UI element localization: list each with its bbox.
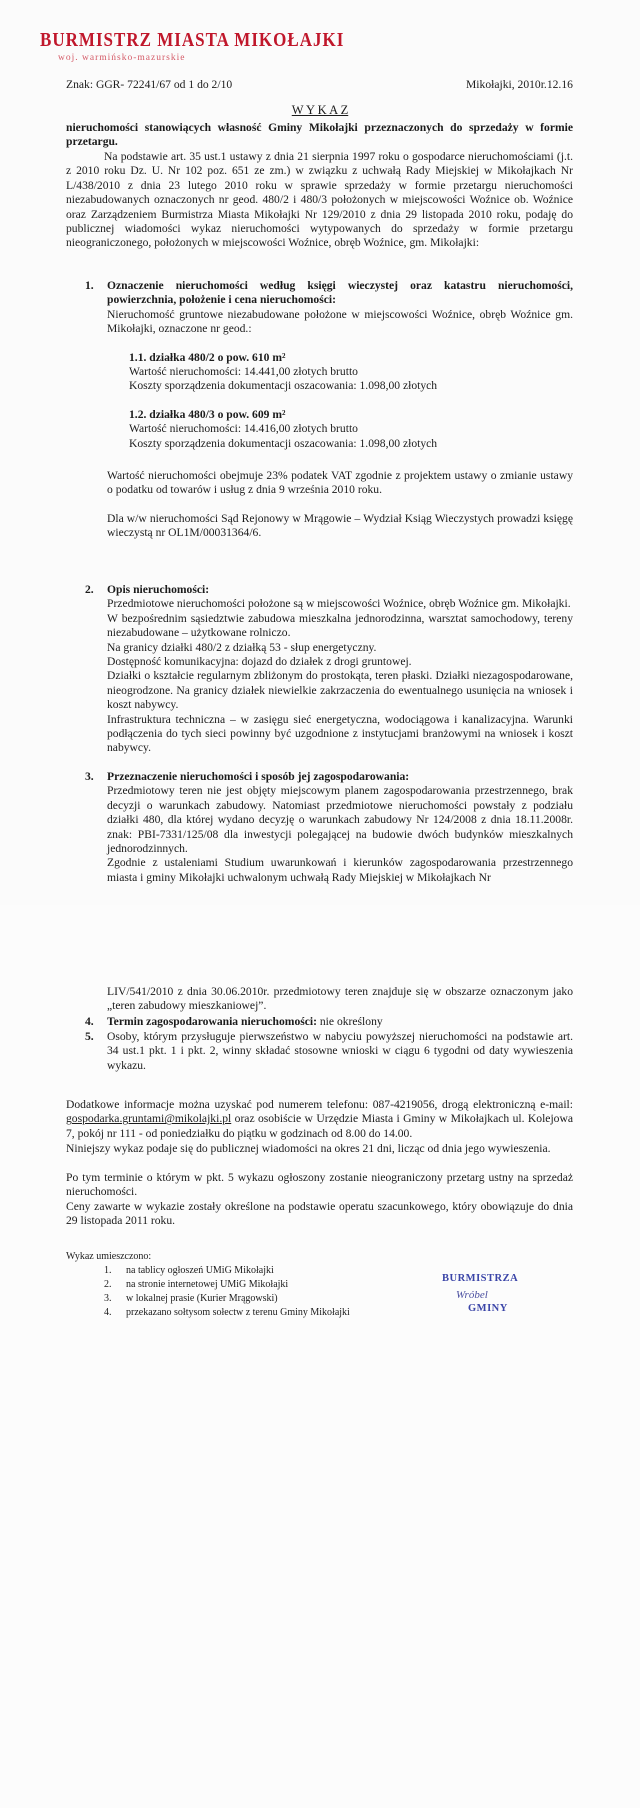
plot-2-title: 1.2. działka 480/3 o pow. 609 m² <box>129 407 286 421</box>
place-date: Mikołajki, 2010r.12.16 <box>466 78 573 91</box>
section-3-continuation: LIV/541/2010 z dnia 30.06.2010r. przedmiotowy teren znajduje się w obszarze oznaczonym jako „teren zabudowy mieszkaniowej”. <box>107 985 573 1013</box>
vat-note: Wartość nieruchomości obejmuje 23% podatek VAT zgodnie z projektem ustawy o zmianie ustawy o podatku od towarów i usług z dnia 9 września 2010 roku. <box>107 469 573 497</box>
section-3-heading: Przeznaczenie nieruchomości i sposób jej zagospodarowania: <box>107 770 410 783</box>
plot-1 <box>129 351 573 394</box>
email-link[interactable]: gospodarka.gruntami@mikolajki.pl <box>66 1112 232 1126</box>
section-1 <box>85 279 573 541</box>
posted-heading: Wykaz umieszczono: <box>66 1251 152 1262</box>
posted-item: 2. na stronie internetowej UMiG Mikołajki <box>104 1279 289 1290</box>
plot-2-value: Wartość nieruchomości: 14.416,00 złotych brutto <box>129 422 358 436</box>
contact-text-2: oraz osobiście w Urzędzie Miasta i Gminy w Mikołajkach ul. Kolejowa 7, pokój nr 111 - od poniedziałku do piątku w godzinach od 8.00 do 14.00. <box>66 1112 573 1140</box>
contact-info <box>66 1098 573 1141</box>
signature-stamp <box>420 1273 550 1333</box>
official-stamp <box>40 30 344 63</box>
document-subtitle: nieruchomości stanowiących własność Gminy Mikołajki przeznaczonych do sprzedaży w formie przetargu. <box>66 121 573 149</box>
handwritten-signature: Wróbel <box>456 1289 488 1301</box>
posting-period: Niniejszy wykaz podaje się do publicznej wiadomości na okres 21 dni, licząc od dnia jego wywieszenia. <box>66 1142 551 1155</box>
section-4-number: 4. <box>85 1015 94 1028</box>
plot-1-cost: Koszty sporządzenia dokumentacji oszacowania: 1.098,00 złotych <box>129 379 438 393</box>
section-2-paragraph: Na granicy działki 480/2 z działką 53 - słup energetyczny. <box>107 640 377 654</box>
plot-1-title: 1.1. działka 480/2 o pow. 610 m² <box>129 350 286 364</box>
stamp-subtitle: woj. warmińsko-mazurskie <box>58 53 186 63</box>
section-5-text: Osoby, którym przysługuje pierwszeństwo w nabyciu powyższej nieruchomości na podstawie art. 34 ust.1 pkt. 1 i pkt. 2, winny składać stosowne wnioski w ciągu 6 tygodni od daty wywieszenia wykazu. <box>107 1030 573 1072</box>
posted-item: 4. przekazano sołtysom sołectw z terenu Gminy Mikołajki <box>104 1307 350 1318</box>
tender-note: Po tym terminie o którym w pkt. 5 wykazu ogłoszony zostanie nieograniczony przetarg ustny na sprzedaż nieruchomości. <box>66 1171 573 1199</box>
section-2 <box>85 583 573 756</box>
section-2-paragraph: Dostępność komunikacyjna: dojazd do działek z drogi gruntowej. <box>107 655 412 669</box>
section-2-number: 2. <box>85 583 94 596</box>
section-4-heading: Termin zagospodarowania nieruchomości: <box>107 1015 317 1028</box>
section-4 <box>85 1015 573 1029</box>
contact-text-1: Dodatkowe informacje można uzyskać pod numerem telefonu: 087-4219056, drogą elektroniczną e-mail: <box>66 1098 573 1111</box>
section-4-value: nie określony <box>316 1015 383 1028</box>
posted-item: 3. w lokalnej prasie (Kurier Mrągowski) <box>104 1293 278 1304</box>
plot-2 <box>129 408 573 451</box>
section-2-paragraph: Działki o kształcie regularnym zbliżonym do prostokąta, teren płaski. Działki niezagospodarowane, nieogrodzone. Na granicy działek niewielkie zakrzaczenia do ewentualnego usunięcia na wniosek i koszt nabywcy. <box>107 669 573 712</box>
section-3 <box>85 770 573 885</box>
prices-note: Ceny zawarte w wykazie zostały określone na podstawie operatu szacunkowego, który obowiązuje do dnia 29 listopada 2011 roku. <box>66 1200 573 1228</box>
section-5-number: 5. <box>85 1030 94 1043</box>
plot-2-cost: Koszty sporządzenia dokumentacji oszacowania: 1.098,00 złotych <box>129 436 438 450</box>
section-1-number: 1. <box>85 279 94 292</box>
section-1-heading: Oznaczenie nieruchomości według księgi wieczystej oraz katastru nieruchomości, powierzchnia, położenie i cena nieruchomości: <box>107 279 573 307</box>
intro-paragraph: Na podstawie art. 35 ust.1 ustawy z dnia 21 sierpnia 1997 roku o gospodarce nieruchomościami (j.t. z 2010 roku Dz. U. Nr 102 poz. 651 ze zm.) w związku z uchwałą Rady Miejskiej w Mikołajkach Nr L/438/2010 z dnia 23 lutego 2010 roku w sprawie sprzedaży w formie przetargu nieruchomości niezabudowanych oznaczonych nr geod. 480/2 i 480/3 położonych w miejscowości Woźnice ob. Woźnice oraz Zarządzeniem Burmistrza Miasta Mikołajki Nr 129/2010 z dnia 29 listopada 2010 roku, podaję do publicznej wiadomości wykaz nieruchomości wytypowanych do sprzedaży w formie przetargu nieograniczonego, położonych w miejscowości Woźnice, obręb Woźnice, gm. Mikołajki: <box>66 150 573 250</box>
document-title: W Y K A Z <box>291 103 349 117</box>
stamp-title: BURMISTRZ MIASTA MIKOŁAJKI <box>40 28 345 51</box>
signature-stamp-line1: BURMISTRZA <box>442 1273 519 1284</box>
posted-list <box>66 1250 350 1320</box>
section-5 <box>85 1030 573 1073</box>
section-2-heading: Opis nieruchomości: <box>107 583 210 596</box>
posted-item: 1. na tablicy ogłoszeń UMiG Mikołajki <box>104 1265 274 1276</box>
section-2-paragraph: Przedmiotowe nieruchomości położone są w miejscowości Woźnice, obręb Woźnice gm. Mikołajki. <box>107 597 571 611</box>
section-3-number: 3. <box>85 770 94 783</box>
court-note: Dla w/w nieruchomości Sąd Rejonowy w Mrągowie – Wydział Ksiąg Wieczystych prowadzi księgę wieczystą nr OL1M/00031364/6. <box>107 511 573 540</box>
signature-stamp-line3: GMINY <box>468 1303 508 1314</box>
reference-number: Znak: GGR- 72241/67 od 1 do 2/10 <box>66 78 233 91</box>
section-3-paragraph: Zgodnie z ustaleniami Studium uwarunkowań i kierunków zagospodarowania przestrzennego miasta i gminy Mikołajki uchwalonym uchwałą Rady Miejskiej w Mikołajkach Nr <box>107 856 573 884</box>
section-3-paragraph: Przedmiotowy teren nie jest objęty miejscowym planem zagospodarowania przestrzennego, brak decyzji o warunkach zabudowy. Natomiast przedmiotowe nieruchomości powstały z podziału działki 480, dla której wydano decyzję o warunkach zabudowy Nr 124/2008 z dnia 18.11.2008r. znak: PBI-7331/125/08 dla inwestycji polegającej na budowie dwóch budynków mieszkalnych jednorodzinnych. <box>107 784 573 856</box>
section-1-text: Nieruchomość gruntowe niezabudowane położone w miejscowości Woźnice, obręb Woźnice gm. Mikołajki, oznaczone nr geod.: <box>107 307 573 336</box>
section-2-paragraph: W bezpośrednim sąsiedztwie zabudowa mieszkalna jednorodzinna, warsztat samochodowy, tereny niezabudowane – użytkowane rolniczo. <box>107 611 573 640</box>
section-2-paragraph: Infrastruktura techniczna – w zasięgu sieć energetyczna, wodociągowa i kanalizacyjna. Warunki podłączenia do tych sieci powinny być uzgodnione z instytucjami branżowymi na wniosek i koszt nabywcy. <box>107 712 573 755</box>
document-page-2 <box>0 905 640 1808</box>
plot-1-value: Wartość nieruchomości: 14.441,00 złotych brutto <box>129 365 358 379</box>
